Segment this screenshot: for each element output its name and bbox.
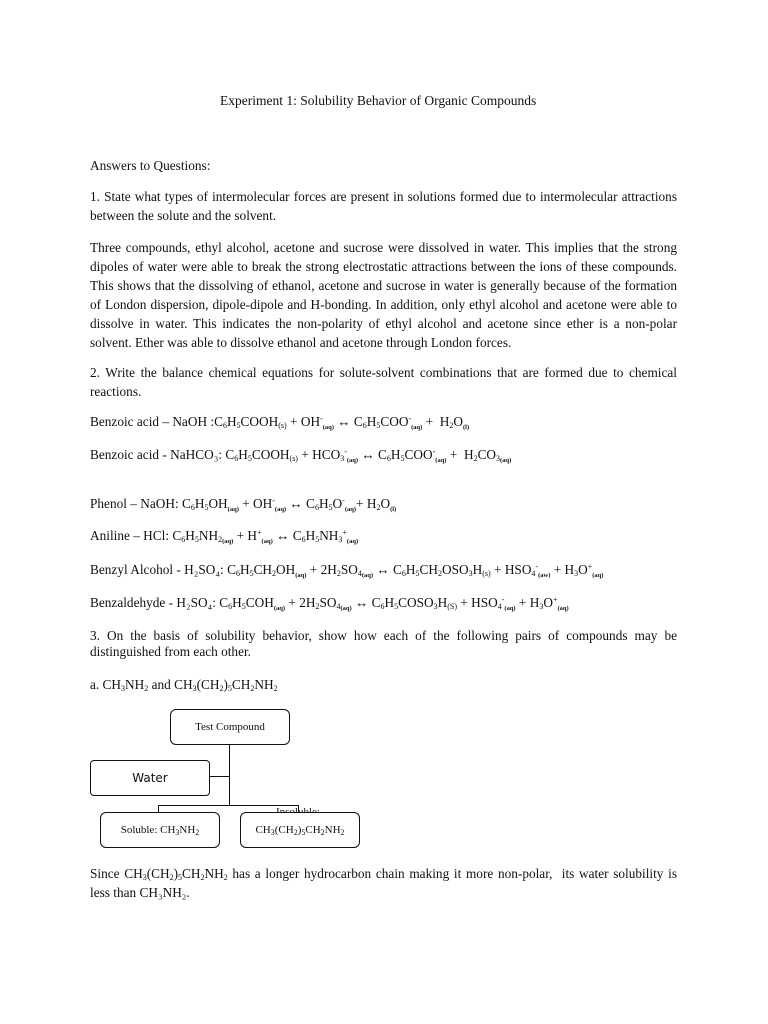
equation-benzyl-h2so4: Benzyl Alcohol - H₂SO₄: $C_6H_5CH_2OH_{(aq)} + 2H_2SO_{4(aq)}$ ↔ $C_6H_5CH_2OSO_3H_{(s)} + HSO_4^-_{(aw)} + H_3O^+_{(aq)}$ [90,562,604,579]
answers-heading: Answers to Questions: [90,158,211,173]
connector-line [158,805,159,812]
connector-line [229,743,230,805]
equation-label: Benzoic acid – NaOH : [90,414,215,429]
question-1: 1. State what types of intermolecular forces are present in solutions formed due to intermolecular attractions between the solute and the solvent. [90,189,677,223]
water-node: Water [90,760,210,796]
equation-label: Benzoic acid - NaHCO₃: [90,447,223,462]
equation-aniline-hcl: Aniline – HCl: $C_6H_5NH_{2(aq)} + H^+_{(aq)}$ ↔ $C_6H_5NH_3^+_{(aq)}$ [90,528,359,545]
equation-benzaldehyde-h2so4: Benzaldehyde - H₂SO₄: $C_6H_5COH_{(aq)} + 2H_2SO_{4(aq)}$ ↔ $C_6H_5COSO_3H_{(S)} + HSO_4^-_{(aq)} + H_3O^+_{(aq)}$ [90,595,569,612]
equation-benzoic-nahco3: Benzoic acid - NaHCO₃: $C_6H_5COOH_{(s)} + HCO_3^-_{(aq)}$ ↔ $C_6H_5COO^-_{(aq)} + H_2CO_{3(aq)}$ [90,447,512,464]
question-2: 2. Write the balance chemical equations for solute-solvent combinations that are formed due to chemical reactions. [90,365,677,399]
insoluble-node: $CH_3(CH_2)_5CH_2NH_2$ [240,812,360,848]
question-3: 3. On the basis of solubility behavior, show how each of the following pairs of compounds may be distinguished from each other. [90,628,677,659]
equation-label: Phenol – NaOH: [90,496,179,511]
equation-label: Aniline – HCl: [90,528,170,543]
pair-a: a. $CH_3NH_2$ and $CH_3(CH_2)_5CH_2NH_2$ [90,677,278,693]
answer-1: Three compounds, ethyl alcohol, acetone and sucrose were dissolved in water. This implies that the strong dipoles of water were able to break the strong electrostatic attractions between the ions of these compounds. This shows that the dissolving of ethanol, acetone and sucrose in water is generally because of the formation of London dispersion, dipole-dipole and H-bonding. In addition, only ethyl alcohol and acetone were able to dissolve in water. This indicates the non-polarity of ethyl alcohol and acetone since ether is a non-polar solvent. Ether was able to dissolve ethanol and acetone through London forces. [90,240,677,350]
page-title: Experiment 1: Solubility Behavior of Organic Compounds [220,93,537,108]
answer-3a: Since $CH_3(CH_2)_5CH_2NH_2$ has a longer hydrocarbon chain making it more non-polar, its water solubility is less than CH₃NH₂. [90,866,677,900]
answer-3a-end: is less than CH₃NH₂. [90,866,677,900]
test-compound-node: Test Compound [170,709,290,745]
equation-phenol-naoh: Phenol – NaOH: $C_6H_5OH_{(aq)} + OH^-_{(aq)}$ ↔ $C_6H_5O^-_{(aq)}+ H_2O_{(l)}$ [90,496,397,513]
equation-benzoic-naoh: Benzoic acid – NaOH $:C_6H_5COOH_{(s)} + OH^-_{(aq)}$ ↔ $C_6H_5COO^-_{(aq)} + H_2O_{(l)}$ [90,414,470,431]
equation-label: Benzaldehyde - H₂SO₄: [90,595,216,610]
connector-line [208,776,229,777]
soluble-node: Soluble: $CH_3NH_2$ [100,812,220,848]
equation-label: Benzyl Alcohol - H₂SO₄: [90,562,224,577]
